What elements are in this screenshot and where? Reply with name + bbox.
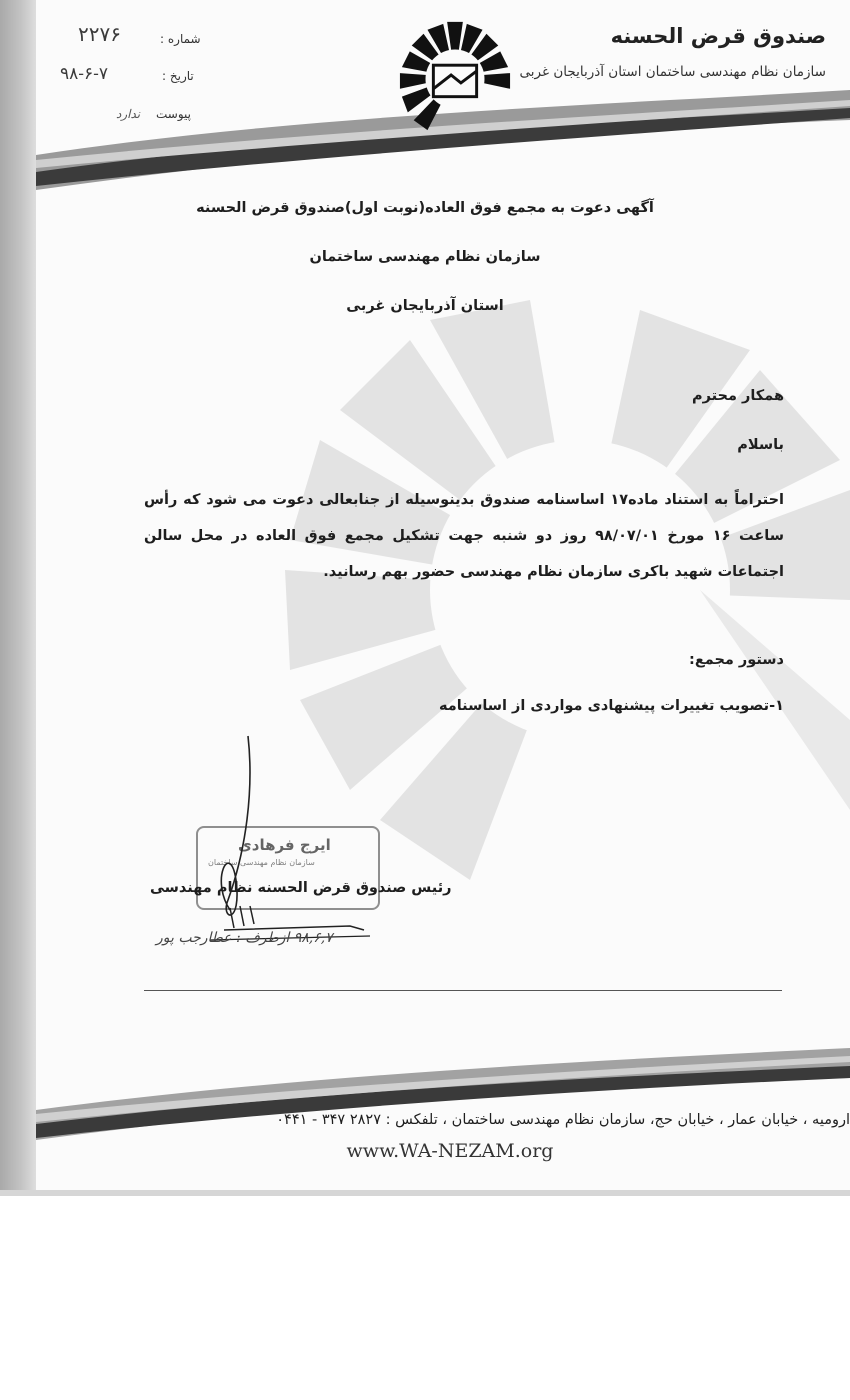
organization-subtitle: سازمان نظام مهندسی ساختمان استان آذربایجان غربی <box>519 64 826 80</box>
number-label: شماره : <box>160 32 201 46</box>
fund-title: صندوق قرض الحسنه <box>610 24 826 48</box>
agenda-item: ۱-تصویب تغییرات پیشنهادی مواردی از اساسنامه <box>438 698 784 714</box>
agenda-label: دستور مجمع: <box>689 652 784 668</box>
invitation-paragraph: احتراماً به استناد ماده۱۷ اساسنامه صندوق بدینوسیله از جنابعالی دعوت می شود که رأس ساعت ۱۶ مورخ ۹۸/۰۷/۰۱ روز دو شنبه جهت تشکیل مجمع فوق العاده در محل سالن اجتماعات شهید باکری سازمان نظام مهندسی حضور بهم رسانید. <box>144 492 785 580</box>
fund-logo-icon <box>396 18 514 136</box>
date-label: تاریخ : <box>162 69 194 83</box>
attachment-label: پیوست <box>156 107 191 121</box>
salutation: همکار محترم <box>691 388 784 404</box>
stamp-organization: سازمان نظام مهندسی ساختمان <box>208 858 315 867</box>
letter-number: ۲۲۷۶ <box>78 22 121 46</box>
greeting: باسلام <box>737 437 784 453</box>
footer-website: www.WA-NEZAM.org <box>346 1140 554 1162</box>
notice-org: سازمان نظام مهندسی ساختمان <box>309 249 541 265</box>
scan-bottom-edge <box>0 1190 850 1196</box>
attachment-value: ندارد <box>116 107 141 121</box>
footer-address: ارومیه ، خیابان عمار ، خیابان حج، سازمان نظام مهندسی ساختمان ، تلفکس : ۲۸۲۷ ۳۴۷ - ۰۴۴۱ <box>276 1112 850 1128</box>
signer-position: رئیس صندوق قرض الحسنه نظام مهندسی <box>150 880 452 896</box>
letter-date: ۹۸-۶-۷ <box>60 64 109 84</box>
footer-divider <box>144 990 782 991</box>
footer-swoosh <box>0 1040 850 1150</box>
signer-name: ایرج فرهادی <box>238 836 331 854</box>
handwritten-note: ۹۸,۶,۷ ازطرف : عطارجب پور <box>156 930 333 946</box>
handwritten-signature <box>150 730 390 960</box>
notice-title: آگهی دعوت به مجمع فوق العاده(نوبت اول)صندوق قرض الحسنه <box>196 200 654 216</box>
notice-province: استان آذربایجان غربی <box>346 298 504 314</box>
